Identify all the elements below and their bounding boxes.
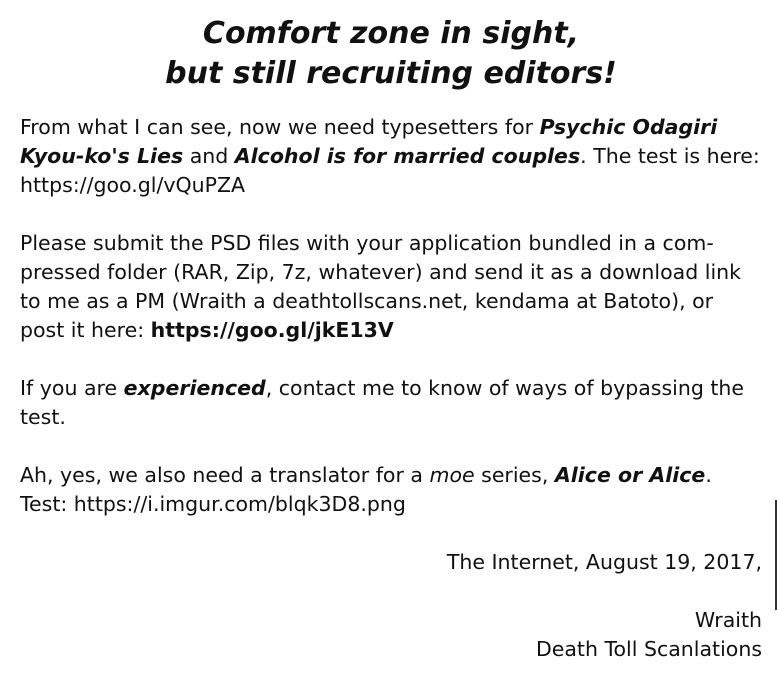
title-line-1: Comfort zone in sight, [202,16,580,51]
text: From what I can see, now we need typesetters for [20,115,540,139]
signature [20,606,762,664]
translator-test-link: . Test: https://i.imgur.com/blqk3D8.png [20,463,712,516]
page-title [20,14,762,94]
emphasis-moe: moe [429,463,475,487]
series-title-alcohol: Alcohol is for married couples [234,144,581,168]
series-title-alice: Alice or Alice [554,463,706,487]
text: Ah, yes, we also need a translator for a [20,463,430,487]
translator-paragraph [20,461,762,519]
signature-group: Death Toll Scanlations [535,637,762,661]
date-line: The Internet, August 19, 2017, [446,550,762,574]
text: series, [474,463,555,487]
announcement [20,14,762,664]
series-title-odagiri: Psychic Odagiri Kyou-ko's Lies [20,115,718,168]
text: and [183,144,235,168]
test-link-text: . The test is here: https://goo.gl/vQuPZA [20,144,760,197]
signature-name: Wraith [694,608,762,632]
typesetter-paragraph [20,113,762,200]
text: If you are [20,376,124,400]
text: , contact me to know of ways of bypassing the test. [20,376,745,429]
title-line-2: but still recruiting editors! [165,56,617,91]
experienced-paragraph [20,374,762,432]
submission-link: https://goo.gl/jkE13V [150,318,394,342]
submission-paragraph [20,229,762,345]
text: Please submit the PSD files with your application bundled in a com-pressed folder (RAR, Zip, 7z, whatever) and send it as a download link to me as a PM (Wraith a deathtollscans.net, kendama at Batoto), or post it here: [20,231,742,342]
emphasis-experienced: experienced [123,376,266,400]
